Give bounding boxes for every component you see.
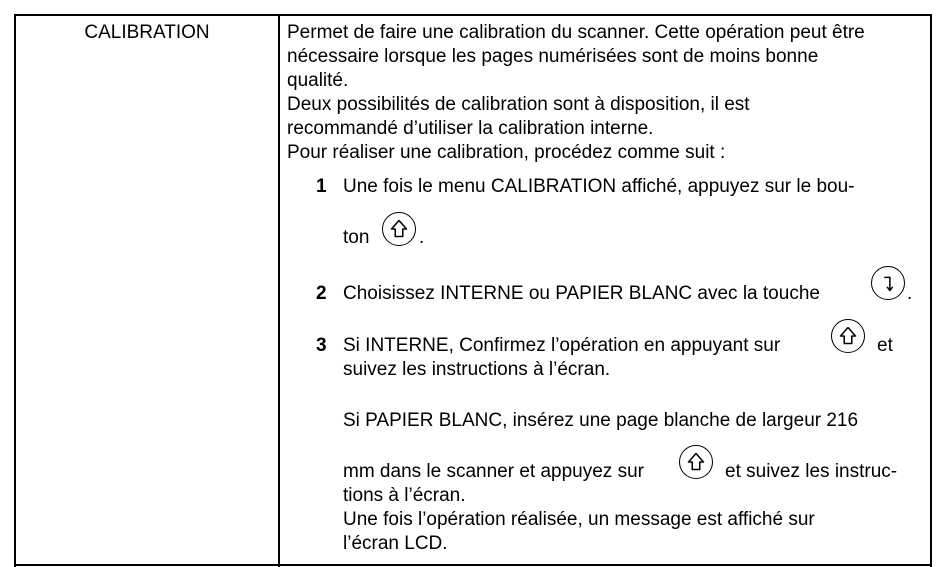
step-3-line-1-before: Si INTERNE, Confirmez l’opération en appuyant sur bbox=[343, 335, 781, 356]
intro-line: Deux possibilités de calibration sont à disposition, il est bbox=[287, 94, 750, 115]
up-arrow-icon bbox=[679, 445, 713, 479]
intro-line: nécessaire lorsque les pages numérisées sont de moins bonne bbox=[287, 46, 819, 67]
intro-line: Pour réaliser une calibration, procédez comme suit : bbox=[287, 142, 726, 163]
step-3-paragraph-2-line-2-after: et suivez les instruc- bbox=[725, 461, 898, 482]
step-number: 1 bbox=[316, 176, 327, 197]
step-3-line-1-after: et bbox=[877, 335, 893, 356]
return-arrow-icon bbox=[871, 266, 905, 300]
step-1-line-2-before: ton bbox=[343, 227, 370, 248]
intro-line: recommandé d’utiliser la calibration interne. bbox=[287, 118, 654, 139]
intro-line: qualité. bbox=[287, 70, 349, 91]
step-3-paragraph-3-line-2: l’écran LCD. bbox=[343, 533, 448, 554]
step-3-paragraph-2-line-2-before: mm dans le scanner et appuyez sur bbox=[343, 461, 644, 482]
up-arrow-icon bbox=[382, 212, 416, 246]
step-2-text-before: Choisissez INTERNE ou PAPIER BLANC avec la touche bbox=[343, 283, 820, 304]
up-arrow-icon bbox=[831, 319, 865, 353]
step-3-paragraph-2-line-1: Si PAPIER BLANC, insérez une page blanche de largeur 216 bbox=[343, 410, 859, 431]
step-1-line-2-after: . bbox=[419, 227, 425, 248]
step-3-paragraph-3-line-1: Une fois l’opération réalisée, un message est affiché sur bbox=[343, 509, 815, 530]
step-3-line-2: suivez les instructions à l’écran. bbox=[343, 359, 611, 380]
step-1-line-1: Une fois le menu CALIBRATION affiché, appuyez sur le bou- bbox=[343, 176, 855, 197]
step-number: 2 bbox=[316, 283, 327, 304]
term-cell: CALIBRATION bbox=[84, 22, 210, 43]
step-3-paragraph-2-line-3: tions à l’écran. bbox=[343, 485, 466, 506]
step-2-text-after: . bbox=[907, 283, 913, 304]
step-number: 3 bbox=[316, 335, 327, 356]
intro-line: Permet de faire une calibration du scanner. Cette opération peut être bbox=[287, 22, 865, 43]
